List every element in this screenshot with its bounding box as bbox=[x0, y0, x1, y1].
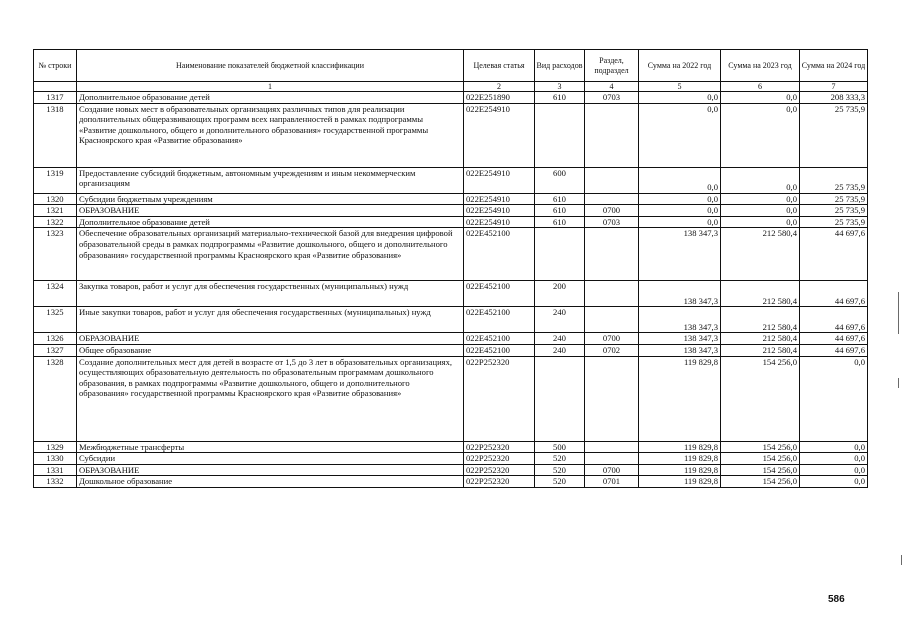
cell-sum-2024: 0,0 bbox=[800, 464, 868, 476]
page-number: 586 bbox=[828, 594, 845, 605]
cell-expense-type: 520 bbox=[535, 464, 585, 476]
scan-artifact-line bbox=[901, 555, 902, 565]
table-row bbox=[34, 453, 868, 465]
cell-expense-type: 610 bbox=[535, 205, 585, 217]
header-vid: Вид расходов bbox=[535, 50, 585, 82]
cell-sum-2024: 44 697,6 bbox=[800, 228, 868, 281]
table-row bbox=[34, 193, 868, 205]
cell-indicator-name: Создание новых мест в образовательных организациях различных типов для реализации дополнительных общеразвивающих программ всех направленностей в рамках подпрограммы «Развитие дошкольного, общего и дополнительного образования» государственной программы Красноярского края «Развитие образования» bbox=[77, 103, 464, 167]
cell-sum-2023: 154 256,0 bbox=[721, 476, 800, 488]
column-number: 7 bbox=[800, 82, 868, 92]
column-number: 2 bbox=[464, 82, 535, 92]
cell-indicator-name: Иные закупки товаров, работ и услуг для обеспечения государственных (муниципальных) нужд bbox=[77, 307, 464, 333]
cell-section bbox=[585, 307, 639, 333]
cell-section bbox=[585, 167, 639, 193]
scan-artifact-line bbox=[898, 292, 899, 334]
cell-sum-2022: 0,0 bbox=[639, 216, 721, 228]
cell-sum-2024: 44 697,6 bbox=[800, 344, 868, 356]
cell-target-item: 022E254910 bbox=[464, 193, 535, 205]
cell-sum-2023: 212 580,4 bbox=[721, 281, 800, 307]
cell-sum-2023: 0,0 bbox=[721, 205, 800, 217]
cell-target-item: 022P252320 bbox=[464, 453, 535, 465]
table-row bbox=[34, 476, 868, 488]
cell-sum-2022: 138 347,3 bbox=[639, 307, 721, 333]
cell-target-item: 022P252320 bbox=[464, 476, 535, 488]
cell-row-number: 1324 bbox=[34, 281, 77, 307]
column-number: 1 bbox=[77, 82, 464, 92]
column-number-row bbox=[34, 82, 868, 92]
cell-row-number: 1321 bbox=[34, 205, 77, 217]
cell-expense-type: 200 bbox=[535, 281, 585, 307]
cell-row-number: 1330 bbox=[34, 453, 77, 465]
column-number: 4 bbox=[585, 82, 639, 92]
cell-sum-2024: 44 697,6 bbox=[800, 281, 868, 307]
header-code: Целевая статья bbox=[464, 50, 535, 82]
header-name: Наименование показателей бюджетной классификации bbox=[77, 50, 464, 82]
cell-sum-2024: 0,0 bbox=[800, 356, 868, 441]
cell-sum-2023: 154 256,0 bbox=[721, 464, 800, 476]
cell-sum-2022: 119 829,8 bbox=[639, 476, 721, 488]
cell-row-number: 1322 bbox=[34, 216, 77, 228]
column-number: 3 bbox=[535, 82, 585, 92]
column-number: 6 bbox=[721, 82, 800, 92]
cell-sum-2023: 0,0 bbox=[721, 216, 800, 228]
cell-sum-2022: 0,0 bbox=[639, 193, 721, 205]
cell-section bbox=[585, 103, 639, 167]
cell-indicator-name: Предоставление субсидий бюджетным, автономным учреждениям и иным некоммерческим организациям bbox=[77, 167, 464, 193]
cell-row-number: 1328 bbox=[34, 356, 77, 441]
cell-row-number: 1323 bbox=[34, 228, 77, 281]
cell-sum-2022: 138 347,3 bbox=[639, 281, 721, 307]
cell-section bbox=[585, 193, 639, 205]
cell-sum-2023: 154 256,0 bbox=[721, 453, 800, 465]
cell-row-number: 1319 bbox=[34, 167, 77, 193]
table-row bbox=[34, 307, 868, 333]
budget-table bbox=[33, 49, 868, 488]
cell-indicator-name: Дополнительное образование детей bbox=[77, 92, 464, 104]
column-number: 5 bbox=[639, 82, 721, 92]
cell-indicator-name: ОБРАЗОВАНИЕ bbox=[77, 205, 464, 217]
cell-section bbox=[585, 356, 639, 441]
cell-section: 0702 bbox=[585, 344, 639, 356]
cell-expense-type: 610 bbox=[535, 216, 585, 228]
cell-target-item: 022E254910 bbox=[464, 205, 535, 217]
cell-row-number: 1325 bbox=[34, 307, 77, 333]
cell-expense-type: 240 bbox=[535, 307, 585, 333]
table-row bbox=[34, 167, 868, 193]
cell-sum-2022: 138 347,3 bbox=[639, 344, 721, 356]
cell-target-item: 022P252320 bbox=[464, 464, 535, 476]
cell-section bbox=[585, 453, 639, 465]
table-row bbox=[34, 281, 868, 307]
cell-sum-2024: 0,0 bbox=[800, 441, 868, 453]
cell-indicator-name: Субсидии бюджетным учреждениям bbox=[77, 193, 464, 205]
cell-expense-type: 610 bbox=[535, 92, 585, 104]
cell-indicator-name: Обеспечение образовательных организаций материально-технической базой для внедрения цифровой образовательной среды в рамках подпрограммы «Развитие дошкольного, общего и дополнительного образования» государственной программы Красноярского края «Развитие образования» bbox=[77, 228, 464, 281]
cell-expense-type bbox=[535, 103, 585, 167]
cell-section bbox=[585, 228, 639, 281]
scan-artifact-line bbox=[898, 378, 899, 388]
cell-indicator-name: Дошкольное образование bbox=[77, 476, 464, 488]
cell-sum-2022: 119 829,8 bbox=[639, 464, 721, 476]
cell-target-item: 022E254910 bbox=[464, 103, 535, 167]
cell-sum-2022: 138 347,3 bbox=[639, 333, 721, 345]
cell-expense-type: 610 bbox=[535, 193, 585, 205]
cell-sum-2023: 154 256,0 bbox=[721, 441, 800, 453]
cell-section: 0703 bbox=[585, 216, 639, 228]
cell-section: 0700 bbox=[585, 464, 639, 476]
table-row bbox=[34, 103, 868, 167]
cell-section: 0703 bbox=[585, 92, 639, 104]
cell-row-number: 1318 bbox=[34, 103, 77, 167]
column-number-empty bbox=[34, 82, 77, 92]
cell-row-number: 1320 bbox=[34, 193, 77, 205]
cell-sum-2024: 0,0 bbox=[800, 453, 868, 465]
cell-target-item: 022P252320 bbox=[464, 356, 535, 441]
table-row bbox=[34, 356, 868, 441]
cell-expense-type: 500 bbox=[535, 441, 585, 453]
cell-sum-2023: 0,0 bbox=[721, 92, 800, 104]
cell-sum-2023: 0,0 bbox=[721, 167, 800, 193]
cell-sum-2024: 208 333,3 bbox=[800, 92, 868, 104]
cell-expense-type: 520 bbox=[535, 476, 585, 488]
cell-target-item: 022E452100 bbox=[464, 307, 535, 333]
cell-target-item: 022P252320 bbox=[464, 441, 535, 453]
cell-sum-2022: 0,0 bbox=[639, 205, 721, 217]
cell-sum-2023: 0,0 bbox=[721, 193, 800, 205]
table-row bbox=[34, 205, 868, 217]
cell-sum-2024: 44 697,6 bbox=[800, 307, 868, 333]
header-sum-2024: Сумма на 2024 год bbox=[800, 50, 868, 82]
cell-sum-2023: 212 580,4 bbox=[721, 307, 800, 333]
cell-section bbox=[585, 281, 639, 307]
cell-section bbox=[585, 441, 639, 453]
cell-sum-2024: 25 735,9 bbox=[800, 205, 868, 217]
table-row bbox=[34, 216, 868, 228]
cell-section: 0701 bbox=[585, 476, 639, 488]
cell-sum-2022: 119 829,8 bbox=[639, 356, 721, 441]
table-row bbox=[34, 333, 868, 345]
cell-indicator-name: Субсидии bbox=[77, 453, 464, 465]
table-row bbox=[34, 464, 868, 476]
cell-row-number: 1326 bbox=[34, 333, 77, 345]
cell-sum-2022: 119 829,8 bbox=[639, 453, 721, 465]
header-sum-2022: Сумма на 2022 год bbox=[639, 50, 721, 82]
cell-indicator-name: Закупка товаров, работ и услуг для обеспечения государственных (муниципальных) нужд bbox=[77, 281, 464, 307]
cell-expense-type: 520 bbox=[535, 453, 585, 465]
cell-sum-2022: 0,0 bbox=[639, 103, 721, 167]
cell-sum-2023: 154 256,0 bbox=[721, 356, 800, 441]
table-body bbox=[34, 92, 868, 488]
cell-sum-2023: 212 580,4 bbox=[721, 333, 800, 345]
cell-expense-type bbox=[535, 356, 585, 441]
cell-sum-2024: 44 697,6 bbox=[800, 333, 868, 345]
cell-indicator-name: ОБРАЗОВАНИЕ bbox=[77, 464, 464, 476]
cell-row-number: 1327 bbox=[34, 344, 77, 356]
cell-sum-2022: 0,0 bbox=[639, 92, 721, 104]
cell-row-number: 1317 bbox=[34, 92, 77, 104]
cell-indicator-name: Общее образование bbox=[77, 344, 464, 356]
cell-sum-2022: 0,0 bbox=[639, 167, 721, 193]
cell-expense-type bbox=[535, 228, 585, 281]
cell-sum-2023: 0,0 bbox=[721, 103, 800, 167]
cell-expense-type: 240 bbox=[535, 344, 585, 356]
cell-row-number: 1332 bbox=[34, 476, 77, 488]
cell-row-number: 1331 bbox=[34, 464, 77, 476]
table-row bbox=[34, 441, 868, 453]
cell-target-item: 022E452100 bbox=[464, 333, 535, 345]
cell-indicator-name: Дополнительное образование детей bbox=[77, 216, 464, 228]
cell-target-item: 022E452100 bbox=[464, 344, 535, 356]
cell-sum-2024: 25 735,9 bbox=[800, 216, 868, 228]
cell-sum-2024: 25 735,9 bbox=[800, 193, 868, 205]
table-row bbox=[34, 228, 868, 281]
cell-sum-2024: 25 735,9 bbox=[800, 167, 868, 193]
cell-sum-2023: 212 580,4 bbox=[721, 228, 800, 281]
cell-section: 0700 bbox=[585, 333, 639, 345]
cell-target-item: 022E452100 bbox=[464, 281, 535, 307]
cell-sum-2022: 119 829,8 bbox=[639, 441, 721, 453]
header-sum-2023: Сумма на 2023 год bbox=[721, 50, 800, 82]
cell-target-item: 022E251890 bbox=[464, 92, 535, 104]
cell-sum-2024: 0,0 bbox=[800, 476, 868, 488]
table-row bbox=[34, 344, 868, 356]
cell-expense-type: 600 bbox=[535, 167, 585, 193]
cell-section: 0700 bbox=[585, 205, 639, 217]
cell-sum-2023: 212 580,4 bbox=[721, 344, 800, 356]
cell-target-item: 022E452100 bbox=[464, 228, 535, 281]
table-row bbox=[34, 92, 868, 104]
cell-target-item: 022E254910 bbox=[464, 167, 535, 193]
header-row bbox=[34, 50, 868, 82]
cell-sum-2024: 25 735,9 bbox=[800, 103, 868, 167]
cell-target-item: 022E254910 bbox=[464, 216, 535, 228]
cell-expense-type: 240 bbox=[535, 333, 585, 345]
cell-indicator-name: Создание дополнительных мест для детей в возрасте от 1,5 до 3 лет в образовательных организациях, осуществляющих образовательную деятельность по образовательным программам дошкольного образования, в рамках подпрограммы «Развитие дошкольного, общего и дополнительного образования» государственной программы Красноярского края «Развитие образования» bbox=[77, 356, 464, 441]
cell-indicator-name: ОБРАЗОВАНИЕ bbox=[77, 333, 464, 345]
cell-indicator-name: Межбюджетные трансферты bbox=[77, 441, 464, 453]
header-razd: Раздел, подраздел bbox=[585, 50, 639, 82]
header-no: № строки bbox=[34, 50, 77, 82]
cell-sum-2022: 138 347,3 bbox=[639, 228, 721, 281]
cell-row-number: 1329 bbox=[34, 441, 77, 453]
